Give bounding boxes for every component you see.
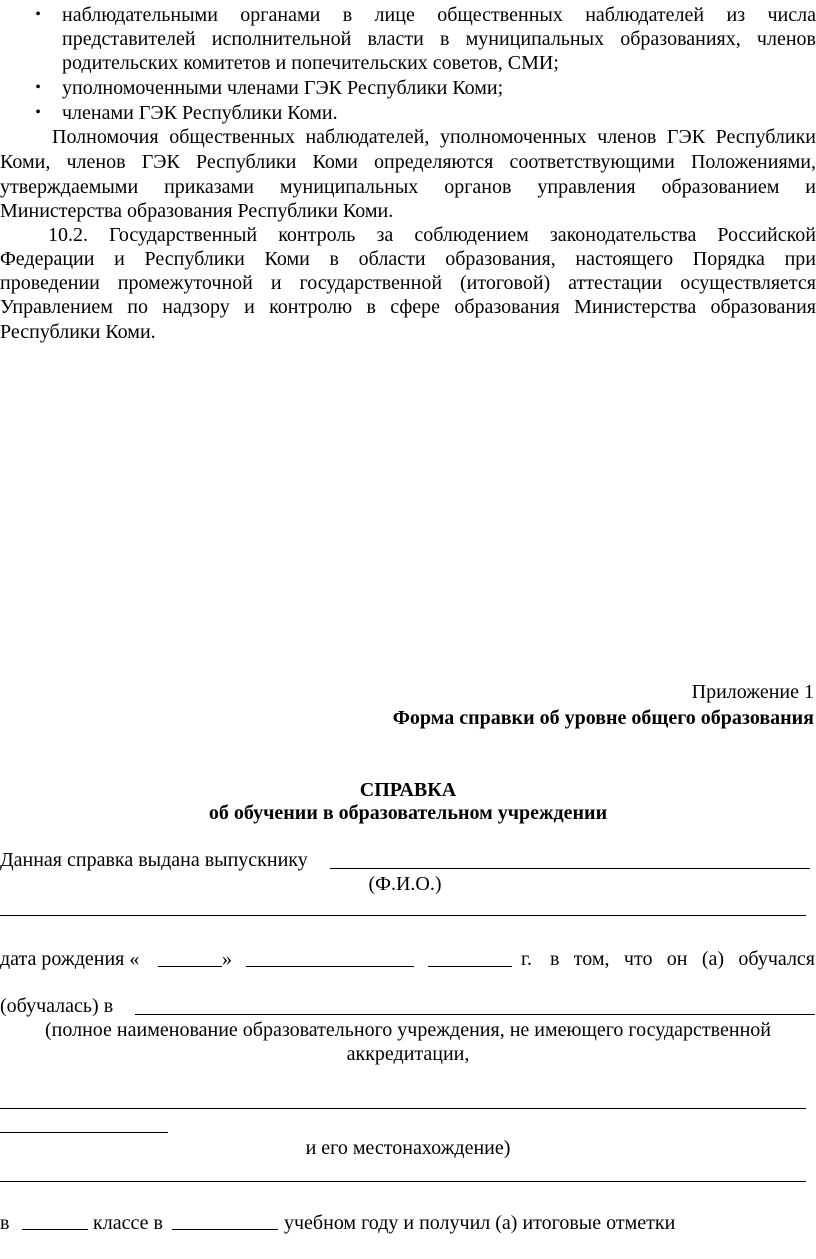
birth-year-field[interactable] [428, 966, 512, 967]
institution-field-2[interactable] [0, 1108, 806, 1109]
certificate-subtitle: об обучении в образовательном учреждении [208, 802, 608, 824]
paragraph-line: проведении промежуточной и государственной (итоговой) аттестации осуществляется [0, 272, 816, 294]
location-caption: и его местонахождение) [305, 1137, 511, 1159]
institution-caption-2: аккредитации, [346, 1043, 470, 1065]
paragraph-line: 10.2. Государственный контроль за соблюдением законодательства Российской [48, 224, 816, 246]
paragraph-line: Министерства образования Республики Коми. [0, 200, 394, 222]
list-item-line: членами ГЭК Республики Коми. [62, 102, 338, 124]
birth-date-label: дата рождения « [0, 948, 140, 970]
paragraph-line: Федерации и Республики Коми в области образования, настоящего Порядка при [0, 248, 816, 270]
appendix-title: Форма справки об уровне общего образования [392, 707, 814, 729]
institution-field[interactable] [135, 1014, 815, 1015]
institution-field-3[interactable] [0, 1132, 168, 1133]
list-item-line: представителей исполнительной власти в муниципальных образованиях, членов [62, 28, 816, 50]
paragraph-line: Коми, членов ГЭК Республики Коми определяются соответствующими Положениями, [0, 151, 816, 173]
birth-date-tail: в том, что он (а) обучался [550, 948, 815, 970]
fio-caption: (Ф.И.О.) [368, 873, 442, 895]
certificate-title: СПРАВКА [359, 779, 457, 801]
list-item-line: уполномоченными членами ГЭК Республики Коми; [62, 77, 504, 99]
location-field[interactable] [0, 1181, 806, 1182]
birth-date-close-quote: » [222, 948, 232, 970]
fio-field-line-2[interactable] [0, 915, 806, 916]
grade-prefix: в [0, 1212, 10, 1234]
fio-field-line[interactable] [330, 868, 810, 869]
list-item-line: родительских комитетов и попечительских советов, СМИ; [62, 52, 559, 74]
list-item-line: наблюдательными органами в лице общественных наблюдателей из числа [62, 4, 816, 26]
appendix-label: Приложение 1 [691, 681, 814, 703]
studied-at-label: (обучалась) в [0, 995, 114, 1017]
paragraph-line: утверждаемыми приказами муниципальных органов управления образованием и [0, 176, 816, 198]
bullet-marker: • [35, 104, 41, 121]
paragraph-line: Республики Коми. [0, 321, 156, 343]
class-field[interactable] [22, 1229, 88, 1230]
school-year-field[interactable] [172, 1229, 278, 1230]
grade-tail: учебном году и получил (а) итоговые отметки [284, 1212, 676, 1234]
birth-month-field[interactable] [246, 966, 414, 967]
paragraph-line: Полномочия общественных наблюдателей, уполномоченных членов ГЭК Республики [52, 126, 816, 148]
year-suffix: г. [521, 948, 532, 970]
bullet-marker: • [35, 6, 41, 23]
class-word: классе в [93, 1212, 163, 1234]
issued-to-label: Данная справка выдана выпускнику [0, 849, 308, 871]
bullet-marker: • [35, 79, 41, 96]
institution-caption: (полное наименование образовательного учреждения, не имеющего государственной [45, 1019, 771, 1041]
paragraph-line: Управлением по надзору и контролю в сфере образования Министерства образования [0, 296, 816, 318]
birth-day-field[interactable] [158, 966, 222, 967]
